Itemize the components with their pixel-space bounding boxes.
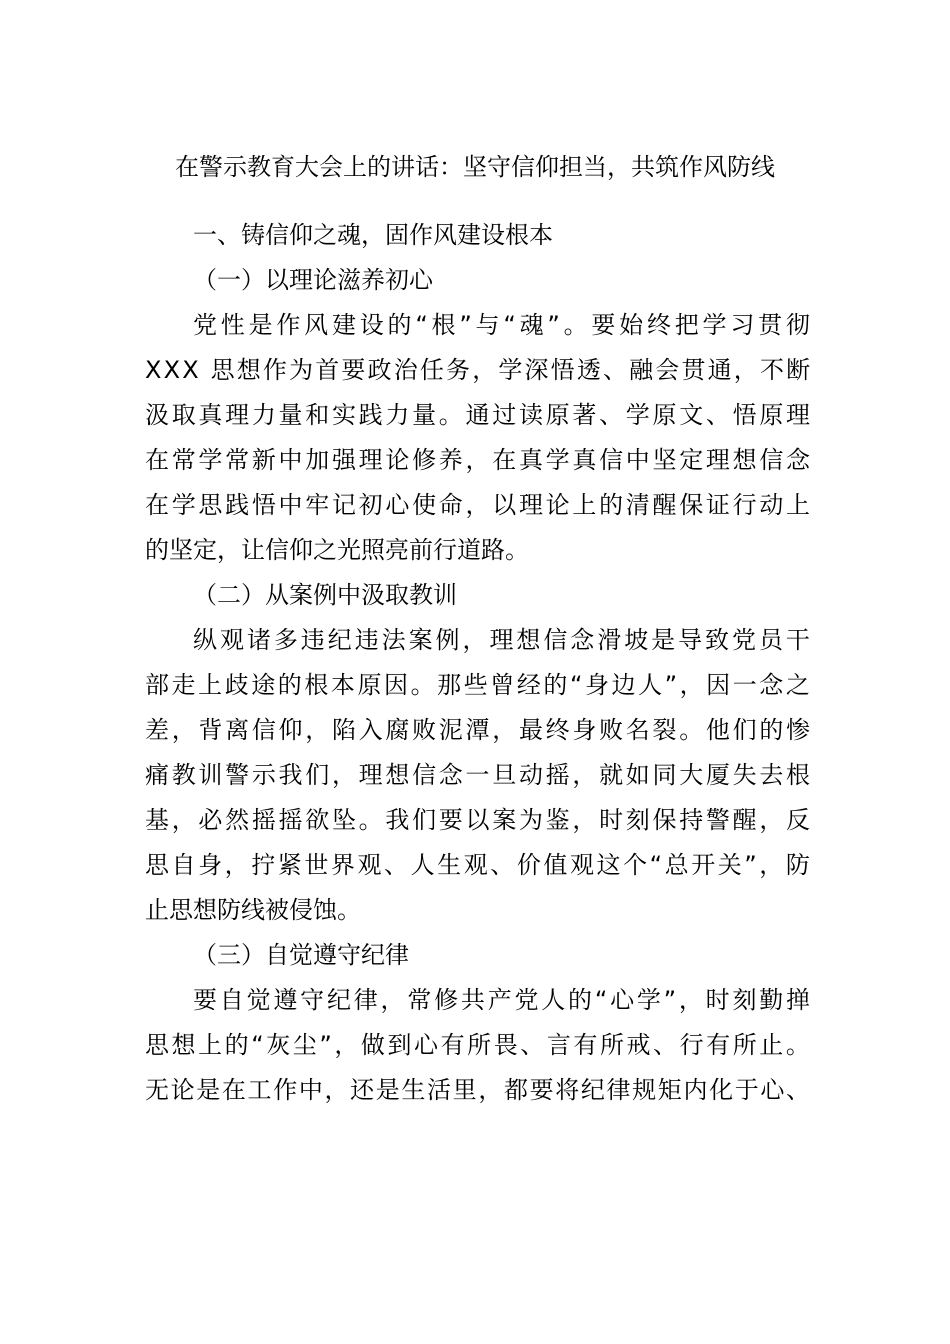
paragraph-line: 部走上歧途的根本原因。那些曾经的“身边人”，因一念之 [145, 671, 813, 699]
paragraph-line: 差，背离信仰，陷入腐败泥潭，最终身败名裂。他们的惨 [145, 716, 813, 744]
paragraph-line: 党性是作风建设的“根”与“魂”。要始终把学习贯彻 [193, 311, 814, 339]
subsection-heading: （一）以理论滋养初心 [193, 266, 433, 294]
document-body [145, 213, 814, 1113]
document-title: 在警示教育大会上的讲话：坚守信仰担当，共筑作风防线 [175, 153, 775, 181]
paragraph-line: 在学思践悟中牢记初心使命，以理论上的清醒保证行动上 [145, 491, 813, 519]
paragraph-line: XXX 思想作为首要政治任务，学深悟透、融会贯通，不断 [145, 356, 813, 384]
paragraph-line: 汲取真理力量和实践力量。通过读原著、学原文、悟原理 [145, 401, 813, 429]
subsection-heading: （二）从案例中汲取教训 [193, 581, 457, 609]
paragraph-line: 在常学常新中加强理论修养，在真学真信中坚定理想信念 [145, 446, 813, 474]
paragraph-line: 纵观诸多违纪违法案例，理想信念滑坡是导致党员干 [193, 626, 813, 654]
paragraph-line: 痛教训警示我们，理想信念一旦动摇，就如同大厦失去根 [145, 761, 813, 789]
paragraph-line: 的坚定，让信仰之光照亮前行道路。 [145, 536, 529, 564]
paragraph-line: 思自身，拧紧世界观、人生观、价值观这个“总开关”，防 [145, 851, 813, 879]
paragraph-line: 止思想防线被侵蚀。 [145, 896, 361, 924]
paragraph-line: 要自觉遵守纪律，常修共产党人的“心学”，时刻勤掸 [193, 986, 813, 1014]
subsection-heading: （三）自觉遵守纪律 [193, 941, 409, 969]
paragraph-line: 基，必然摇摇欲坠。我们要以案为鉴，时刻保持警醒，反 [145, 806, 813, 834]
section-heading: 一、铸信仰之魂，固作风建设根本 [193, 221, 553, 249]
paragraph-line: 无论是在工作中，还是生活里，都要将纪律规矩内化于心、 [145, 1076, 812, 1104]
paragraph-line: 思想上的“灰尘”，做到心有所畏、言有所戒、行有所止。 [145, 1031, 813, 1059]
